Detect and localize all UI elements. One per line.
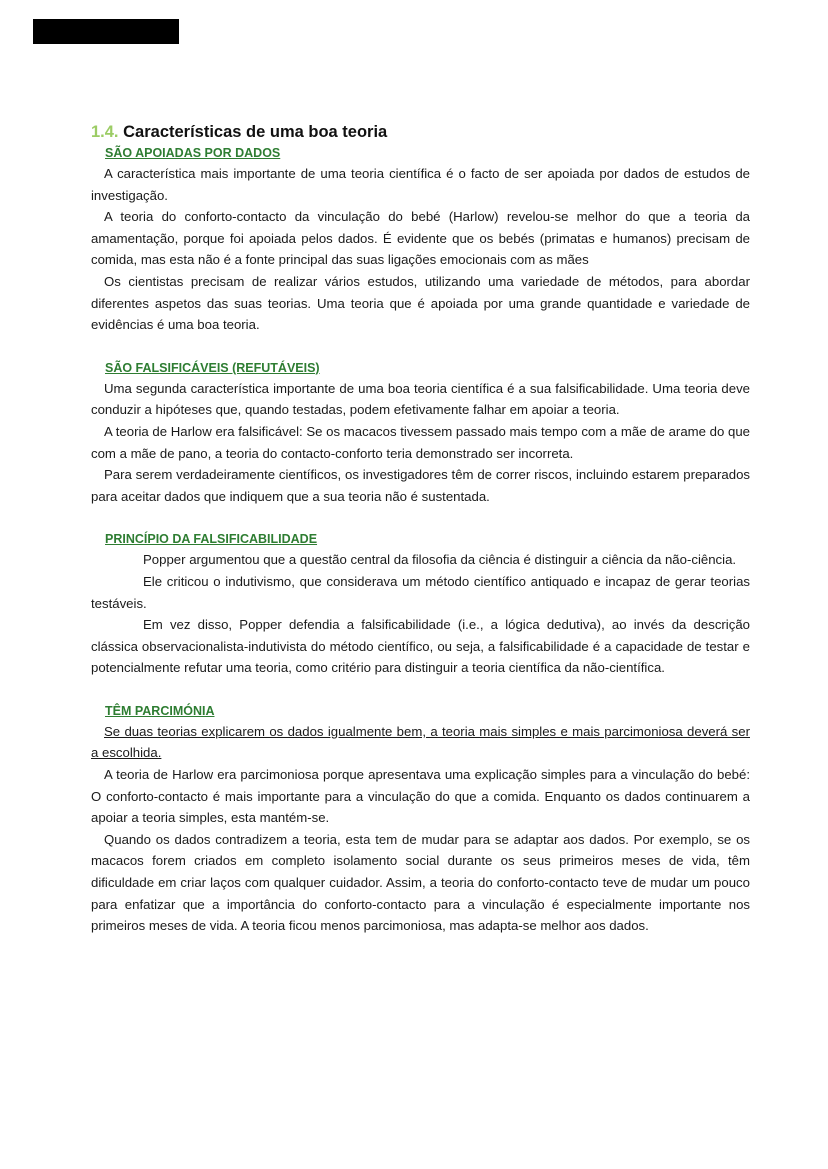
- subsection-heading: PRINCÍPIO DA FALSIFICABILIDADE: [105, 532, 318, 547]
- subsection-falsifiability-principle: [91, 529, 750, 679]
- subsection-supported-by-data: [91, 143, 750, 336]
- paragraph: Ele criticou o indutivismo, que considerava um método científico antiquado e incapaz de gerar teorias testáveis.: [91, 573, 750, 611]
- redaction-block: [33, 19, 179, 44]
- paragraph-underlined: Se duas teorias explicarem os dados igualmente bem, a teoria mais simples e mais parcimoniosa deverá ser a escolhida.: [91, 723, 750, 761]
- subsection-heading: SÃO FALSIFICÁVEIS (REFUTÁVEIS): [105, 360, 320, 375]
- paragraph: Em vez disso, Popper defendia a falsificabilidade (i.e., a lógica dedutiva), ao invés da descrição clássica observacionalista-indutivista do método científico, ou seja, a falsificabilidade é a capacidade de testar e potencialmente refutar uma teoria, como critério para distinguir a teoria científica da não-científica.: [91, 617, 750, 676]
- subsection-falsifiable: [91, 358, 750, 508]
- paragraph: A teoria de Harlow era falsificável: Se os macacos tivessem passado mais tempo com a mãe de arame do que com a mãe de pano, a teoria do contacto-conforto teria demonstrado ser incorreta.: [91, 423, 750, 461]
- document-page: [91, 121, 750, 937]
- section-title: Características de uma boa teoria: [123, 123, 388, 141]
- section-number: 1.4.: [91, 123, 119, 141]
- paragraph: Popper argumentou que a questão central da filosofia da ciência é distinguir a ciência da não-ciência.: [143, 552, 737, 568]
- paragraph: Quando os dados contradizem a teoria, esta tem de mudar para se adaptar aos dados. Por exemplo, se os macacos forem criados em completo isolamento social durante os seus primeiros meses de vida, têm dificuldade em criar laços com qualquer cuidador. Assim, a teoria do conforto-contacto teve de mudar um pouco para enfatizar que a importância do conforto-contacto para a vinculação é especialmente importante nos primeiros meses de vida. A teoria ficou menos parcimoniosa, mas adapta-se melhor aos dados.: [91, 831, 750, 934]
- section-heading: [91, 121, 750, 143]
- paragraph: Uma segunda característica importante de uma boa teoria científica é a sua falsificabilidade. Uma teoria deve conduzir a hipóteses que, quando testadas, podem efetivamente falhar em apoiar a teoria.: [91, 380, 750, 418]
- paragraph: A teoria do conforto-contacto da vinculação do bebé (Harlow) revelou-se melhor do que a teoria da amamentação, porque foi apoiada pelos dados. É evidente que os bebés (primatas e humanos) precisam de comida, mas esta não é a fonte principal das suas ligações emocionais com as mães: [91, 209, 750, 268]
- subsection-heading: SÃO APOIADAS POR DADOS: [105, 146, 281, 160]
- paragraph: A teoria de Harlow era parcimoniosa porque apresentava uma explicação simples para a vinculação do bebé: O conforto-contacto é mais importante para a vinculação do que a comida. Enquanto os dados continuarem a apoiar a teoria simples, esta mantém-se.: [91, 767, 750, 826]
- paragraph: A característica mais importante de uma teoria científica é o facto de ser apoiada por dados de estudos de investigação.: [91, 166, 750, 203]
- subsection-heading: TÊM PARCIMÓNIA: [105, 703, 215, 718]
- subsection-parsimony: [91, 701, 750, 937]
- paragraph: Os cientistas precisam de realizar vários estudos, utilizando uma variedade de métodos, para abordar diferentes aspetos das suas teorias. Uma teoria que é apoiada por uma grande quantidade e variedade de evidências é uma boa teoria.: [91, 273, 750, 333]
- paragraph: Para serem verdadeiramente científicos, os investigadores têm de correr riscos, incluindo estarem preparados para aceitar dados que indiquem que a sua teoria não é sustentada.: [91, 467, 750, 504]
